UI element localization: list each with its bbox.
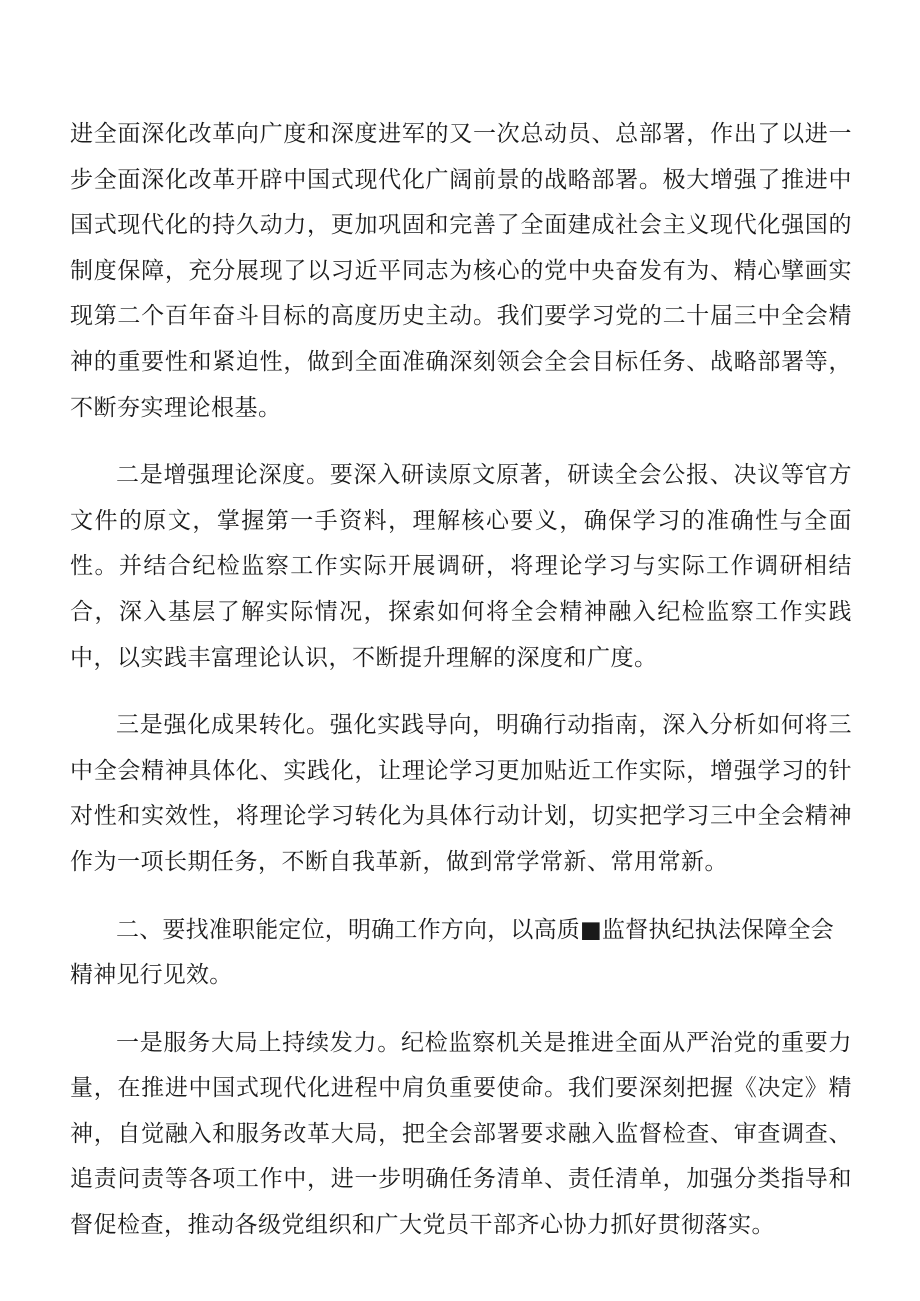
document-page — [70, 112, 852, 1249]
paragraph-theory-depth: 二是增强理论深度。要深入研读原文原著，研读全会公报、决议等官方文件的原文，掌握第一手资料，理解核心要义，确保学习的准确性与全面性。并结合纪检监察工作实际开展调研，将理论学习与实际工作调研相结合，深入基层了解实际情况，探索如何将全会精神融入纪检监察工作实践中，以实践丰富理论认识，不断提升理解的深度和广度。 — [70, 462, 852, 671]
paragraph-serve-overall: 一是服务大局上持续发力。纪检监察机关是推进全面从严治党的重要力量，在推进中国式现代化进程中肩负重要使命。我们要深刻把握《决定》精神，自觉融入和服务改革大局，把全会部署要求融入监督检查、审查调查、追责问责等各项工作中，进一步明确任务清单、责任清单，加强分类指导和督促检查，推动各级党组织和广大党员干部齐心协力抓好贯彻落实。 — [70, 1029, 852, 1239]
section-heading-2: 二、要找准职能定位，明确工作方向，以高质■监督执纪执法保障全会精神见行见效。 — [70, 916, 834, 989]
paragraph-results-conversion: 三是强化成果转化。强化实践导向，明确行动指南，深入分析如何将三中全会精神具体化、实践化，让理论学习更加贴近工作实际，增强学习的针对性和实效性，将理论学习转化为具体行动计划，切实把学习三中全会精神作为一项长期任务，不断自我革新，做到常学常新、常用常新。 — [70, 712, 852, 875]
intro-paragraph: 进全面深化改革向广度和深度进军的又一次总动员、总部署，作出了以进一步全面深化改革开辟中国式现代化广阔前景的战略部署。极大增强了推进中国式现代化的持久动力，更加巩固和完善了全面建成社会主义现代化强国的制度保障，充分展现了以习近平同志为核心的党中央奋发有为、精心擘画实现第二个百年奋斗目标的高度历史主动。我们要学习党的二十届三中全会精神的重要性和紧迫性，做到全面准确深刻领会全会目标任务、战略部署等，不断夯实理论根基。 — [70, 121, 852, 421]
